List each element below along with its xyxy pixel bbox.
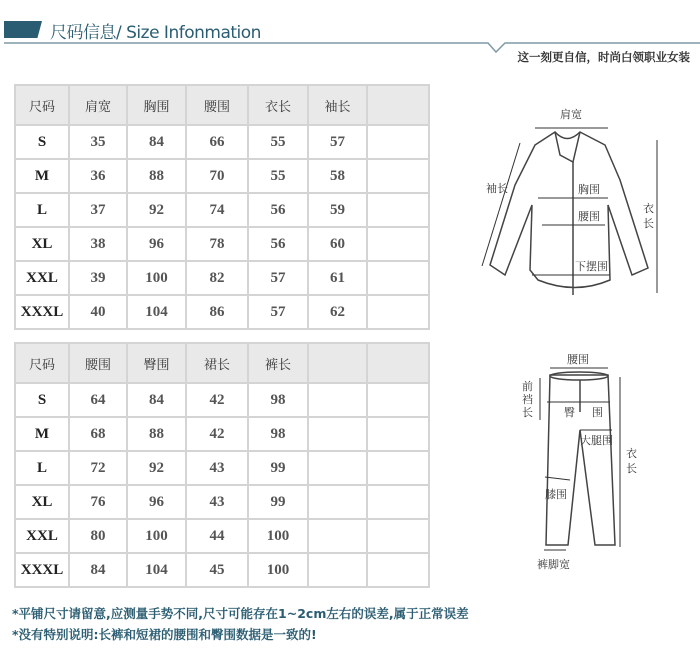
label-rise: 前 [522, 380, 533, 393]
size-cell: L [15, 451, 69, 485]
table-row [15, 451, 429, 485]
size-cell: L [15, 193, 69, 227]
value-cell: 84 [69, 553, 127, 587]
size-cell: XL [15, 485, 69, 519]
value-cell [367, 295, 429, 329]
value-cell: 92 [127, 193, 186, 227]
value-cell: 43 [186, 485, 248, 519]
value-cell: 64 [69, 383, 127, 417]
value-cell: 58 [308, 159, 367, 193]
label-length: 长 [626, 462, 637, 475]
value-cell: 66 [186, 125, 248, 159]
column-header [367, 343, 429, 383]
value-cell: 42 [186, 417, 248, 451]
value-cell: 40 [69, 295, 127, 329]
value-cell: 62 [308, 295, 367, 329]
note-consistency: *没有特别说明:长裤和短裙的腰围和臀围数据是一致的! [12, 627, 317, 642]
size-cell: XL [15, 227, 69, 261]
column-header: 裙长 [186, 343, 248, 383]
shirt-measurement-diagram [470, 100, 700, 310]
size-cell: S [15, 125, 69, 159]
value-cell: 100 [127, 261, 186, 295]
value-cell [367, 553, 429, 587]
value-cell: 60 [308, 227, 367, 261]
column-header: 衣长 [248, 85, 308, 125]
value-cell: 45 [186, 553, 248, 587]
label-waist: 腰围 [578, 210, 600, 223]
value-cell: 80 [69, 519, 127, 553]
value-cell: 72 [69, 451, 127, 485]
size-cell: S [15, 383, 69, 417]
value-cell: 39 [69, 261, 127, 295]
bottom-size-table [14, 342, 430, 588]
table-row [15, 519, 429, 553]
value-cell: 99 [248, 451, 308, 485]
value-cell: 88 [127, 159, 186, 193]
label-hem: 下摆围 [575, 260, 608, 273]
column-header: 胸围 [127, 85, 186, 125]
value-cell: 38 [69, 227, 127, 261]
value-cell: 35 [69, 125, 127, 159]
size-cell: XXXL [15, 553, 69, 587]
value-cell [367, 227, 429, 261]
value-cell: 57 [248, 295, 308, 329]
size-cell: XXXL [15, 295, 69, 329]
value-cell [367, 159, 429, 193]
value-cell [308, 519, 367, 553]
column-header: 腰围 [69, 343, 127, 383]
label-knee: 膝围 [545, 488, 567, 501]
value-cell: 98 [248, 383, 308, 417]
value-cell [367, 193, 429, 227]
column-header: 尺码 [15, 85, 69, 125]
value-cell: 68 [69, 417, 127, 451]
column-header: 肩宽 [69, 85, 127, 125]
value-cell: 82 [186, 261, 248, 295]
value-cell [367, 417, 429, 451]
value-cell: 100 [248, 519, 308, 553]
value-cell [367, 451, 429, 485]
label-shoulder: 肩宽 [560, 108, 582, 121]
value-cell: 59 [308, 193, 367, 227]
label-chest: 胸围 [578, 183, 600, 196]
label-thigh: 大腿围 [580, 434, 613, 447]
page-title: 尺码信息/ Size Infonmation [50, 23, 261, 43]
label-length: 衣 [643, 202, 654, 215]
value-cell: 42 [186, 383, 248, 417]
table-row [15, 553, 429, 587]
value-cell: 55 [248, 159, 308, 193]
value-cell: 96 [127, 227, 186, 261]
label-hip: 臀 [564, 406, 575, 419]
label-hem: 裤脚宽 [537, 558, 570, 571]
slogan: 这一刻更自信，时尚白领职业女装 [517, 50, 690, 64]
label-rise: 长 [522, 406, 533, 419]
value-cell: 104 [127, 553, 186, 587]
table-row [15, 261, 429, 295]
value-cell [367, 383, 429, 417]
table-row [15, 125, 429, 159]
value-cell: 36 [69, 159, 127, 193]
label-rise: 裆 [522, 393, 533, 406]
column-header: 臀围 [127, 343, 186, 383]
top-size-table [14, 84, 430, 330]
value-cell: 56 [248, 193, 308, 227]
value-cell: 76 [69, 485, 127, 519]
note-measurement-error: *平铺尺寸请留意,应测量手势不同,尺寸可能存在1~2cm左右的误差,属于正常误差 [12, 606, 469, 621]
value-cell: 99 [248, 485, 308, 519]
value-cell: 57 [308, 125, 367, 159]
column-header [308, 343, 367, 383]
value-cell [367, 485, 429, 519]
value-cell [367, 125, 429, 159]
value-cell: 84 [127, 125, 186, 159]
table-row [15, 383, 429, 417]
value-cell [308, 383, 367, 417]
value-cell: 78 [186, 227, 248, 261]
table-row [15, 159, 429, 193]
column-header [367, 85, 429, 125]
table-row [15, 485, 429, 519]
value-cell: 55 [248, 125, 308, 159]
label-length: 衣 [626, 447, 637, 460]
size-cell: M [15, 417, 69, 451]
value-cell: 44 [186, 519, 248, 553]
value-cell: 70 [186, 159, 248, 193]
column-header: 尺码 [15, 343, 69, 383]
size-cell: XXL [15, 519, 69, 553]
table-header-row [15, 85, 429, 125]
value-cell [367, 261, 429, 295]
value-cell [367, 519, 429, 553]
label-sleeve: 袖长 [486, 182, 508, 195]
label-length: 长 [643, 217, 654, 230]
value-cell: 56 [248, 227, 308, 261]
size-cell: XXL [15, 261, 69, 295]
value-cell [308, 451, 367, 485]
column-header: 腰围 [186, 85, 248, 125]
value-cell [308, 553, 367, 587]
table-header-row [15, 343, 429, 383]
value-cell: 57 [248, 261, 308, 295]
table-row [15, 193, 429, 227]
value-cell [308, 417, 367, 451]
value-cell: 88 [127, 417, 186, 451]
table-row [15, 295, 429, 329]
value-cell: 86 [186, 295, 248, 329]
column-header: 裤长 [248, 343, 308, 383]
value-cell: 74 [186, 193, 248, 227]
label-hip: 围 [592, 406, 603, 419]
value-cell: 100 [127, 519, 186, 553]
table-row [15, 227, 429, 261]
value-cell: 104 [127, 295, 186, 329]
value-cell: 98 [248, 417, 308, 451]
value-cell: 43 [186, 451, 248, 485]
value-cell: 84 [127, 383, 186, 417]
column-header: 袖长 [308, 85, 367, 125]
value-cell [308, 485, 367, 519]
value-cell: 96 [127, 485, 186, 519]
value-cell: 61 [308, 261, 367, 295]
pants-measurement-diagram [500, 340, 660, 580]
label-waist: 腰围 [567, 353, 589, 366]
value-cell: 92 [127, 451, 186, 485]
table-row [15, 417, 429, 451]
value-cell: 37 [69, 193, 127, 227]
value-cell: 100 [248, 553, 308, 587]
size-cell: M [15, 159, 69, 193]
